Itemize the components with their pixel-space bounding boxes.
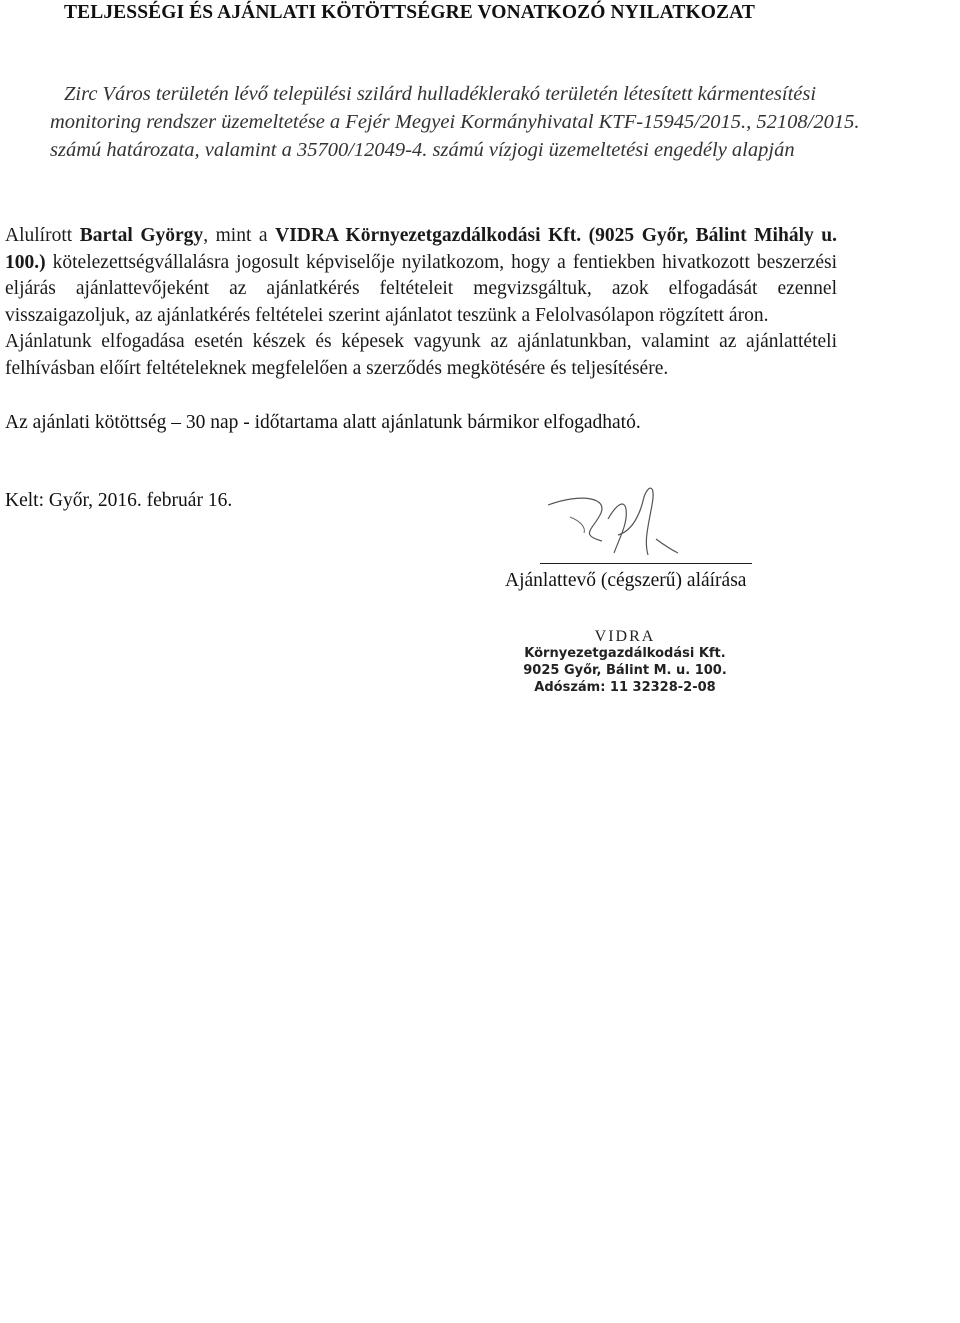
signatory-name: Bartal György: [79, 225, 204, 246]
declaration-as: , mint a: [203, 225, 268, 246]
signature-label: Ajánlattevő (cégszerű) aláírása: [505, 570, 747, 591]
declaration-body: [5, 223, 837, 382]
subject-line-2: monitoring rendszer üzemeltetése a Fejér Megyei Kormányhivatal KTF-15945/2015., 52108/2015.: [50, 111, 860, 133]
stamp-line-1: VIDRA: [594, 628, 656, 645]
readiness-paragraph: Ajánlatunk elfogadása esetén készek és képesek vagyunk az ajánlatunkban, valamint az ajánlattételi felhívásban előírt feltételeknek megfelelően a szerződés megkötésére és teljesítésére.: [5, 331, 837, 379]
declaration-intro: Alulírott: [5, 225, 73, 246]
signature-line: [540, 563, 752, 564]
subject-line-3: számú határozata, valamint a 35700/12049-4. számú vízjogi üzemeltetési engedély alapján: [50, 139, 795, 161]
company-name: VIDRA Környezetgazdálkodási Kft. (9025 Győr, Bálint Mihály u. 100.): [5, 225, 838, 273]
stamp-line-3: 9025 Győr, Bálint M. u. 100.: [523, 663, 727, 678]
stamp-line-2: Környezetgazdálkodási Kft.: [524, 646, 726, 661]
subject-line-1: Zirc Város területén lévő települési szilárd hulladéklerakó területén létesített kármentesítési: [64, 83, 817, 105]
declaration-text: kötelezettségvállalásra jogosult képviselője nyilatkozom, hogy a fentiekben hivatkozott beszerzési eljárás ajánlattevőjeként az ajánlatkérés feltételeit megvizsgáltuk, azok elfogadását ezennel visszaigazoljuk, az ajánlatkérés feltételei szerint ajánlatot teszünk a Felolvasólapon rögzített áron.: [5, 251, 837, 326]
document-title: TELJESSÉGI ÉS AJÁNLATI KÖTÖTTSÉGRE VONATKOZÓ NYILATKOZAT: [64, 2, 755, 23]
stamp-line-4: Adószám: 11 32328-2-08: [534, 680, 716, 695]
company-stamp: [520, 628, 730, 696]
validity-statement: Az ajánlati kötöttség – 30 nap - időtartama alatt ajánlatunk bármikor elfogadható.: [5, 412, 641, 433]
handwritten-signature: [540, 475, 720, 575]
declaration-paragraph: [5, 223, 837, 329]
subject-block: [50, 80, 860, 164]
dated-line: Kelt: Győr, 2016. február 16.: [5, 490, 233, 511]
